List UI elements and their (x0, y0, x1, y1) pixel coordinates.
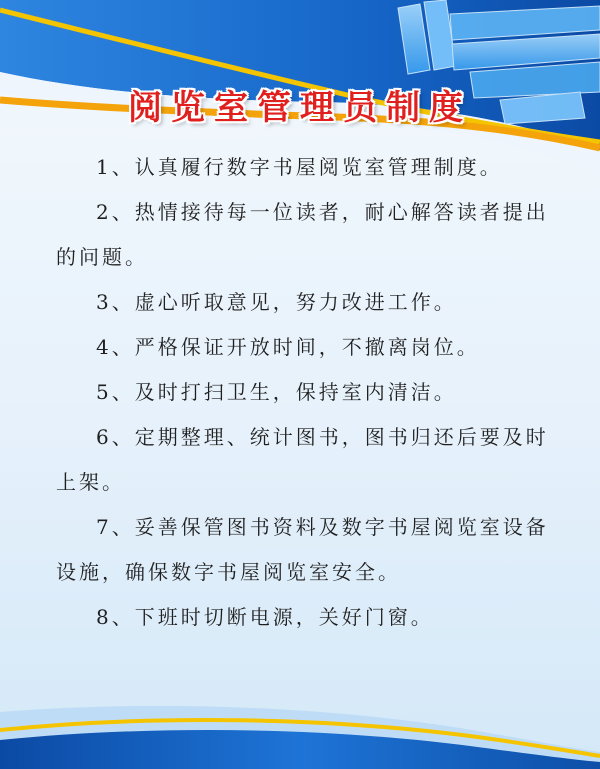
rule-item: 8、下班时切断电源，关好门窗。 (96, 605, 434, 629)
rule-item: 7、妥善保管图书资料及数字书屋阅览室设备设施，确保数字书屋阅览室安全。 (56, 515, 549, 584)
rule-item: 5、及时打扫卫生，保持室内清洁。 (96, 380, 457, 404)
rule-item: 1、认真履行数字书屋阅览室管理制度。 (96, 155, 503, 179)
rule-item: 6、定期整理、统计图书，图书归还后要及时上架。 (56, 425, 549, 494)
rules-list (56, 145, 556, 640)
poster-title: 阅览室管理员制度 (128, 88, 472, 128)
rule-item: 2、热情接待每一位读者，耐心解答读者提出的问题。 (56, 200, 549, 269)
rule-item: 3、虚心听取意见，努力改进工作。 (96, 290, 457, 314)
rule-item: 4、严格保证开放时间，不撤离岗位。 (96, 335, 480, 359)
